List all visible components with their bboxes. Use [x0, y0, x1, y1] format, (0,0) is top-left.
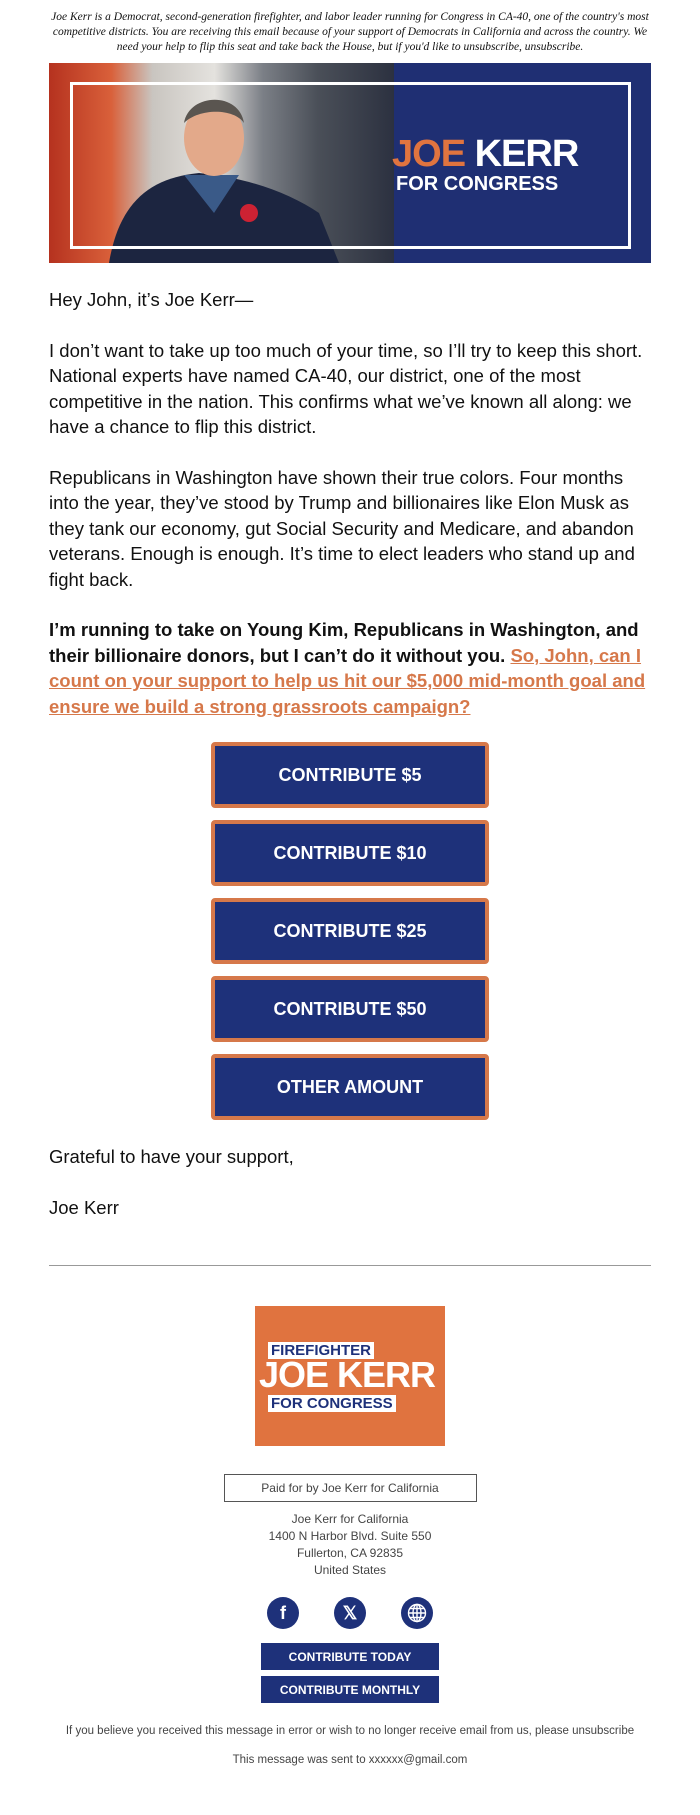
address-line: United States	[313, 1563, 387, 1577]
address-line: Joe Kerr for California	[291, 1512, 409, 1526]
logo-line-1: FIREFIGHTER	[268, 1342, 374, 1359]
greeting: Hey John, it’s Joe Kerr—	[49, 289, 254, 310]
sent-to-notice: This message was sent to xxxxxx@gmail.com	[232, 1754, 468, 1766]
support-link[interactable]: So, John, can I count on your support to help us hit our $5,000 mid-month goal and ensure we build a strong grassroots campaign?	[49, 644, 646, 717]
contribute-monthly-button[interactable]: CONTRIBUTE MONTHLY	[261, 1676, 439, 1703]
divider	[49, 1265, 651, 1266]
footer-logo	[255, 1306, 445, 1446]
banner-logo	[392, 135, 578, 195]
logo-subtitle: FOR CONGRESS	[396, 173, 559, 195]
contribute-50-button[interactable]: CONTRIBUTE $50	[211, 976, 489, 1042]
email-body	[49, 287, 651, 1220]
bold-text: I’m running to take on Young Kim, Republicans in Washington, and their billionaire donors, but I can’t do it without you.	[49, 619, 639, 666]
unsubscribe-note[interactable]: If you believe you received this message in error or wish to no longer receive email from us, please unsubscribe	[65, 1725, 635, 1737]
preheader: Joe Kerr is a Democrat, second-generation firefighter, and labor leader running for Congress in CA-40, one of the country's most competitive districts. You are receiving this email because of your support of Democrats in California and across the country. We need your help to flip this seat and take back the House, but if you'd like to unsubscribe, unsubscribe.	[51, 11, 649, 53]
signature: Joe Kerr	[49, 1196, 119, 1218]
other-amount-button[interactable]: OTHER AMOUNT	[211, 1054, 489, 1120]
closing: Grateful to have your support,	[49, 1146, 294, 1167]
address-line: 1400 N Harbor Blvd. Suite 550	[268, 1529, 432, 1543]
paragraph-2: Republicans in Washington have shown their true colors. Four months into the year, they’ve stood by Trump and billionaires like Elon Musk as they tank our economy, gut Social Security and Medicare, and abandon veterans. Enough is enough. It’s time to elect leaders who stand up and fight back.	[49, 466, 635, 590]
facebook-icon[interactable]: f	[267, 1597, 299, 1629]
paragraph-3	[49, 617, 651, 719]
logo-first-name: JOE	[392, 133, 466, 175]
contribute-10-button[interactable]: CONTRIBUTE $10	[211, 820, 489, 886]
contribute-5-button[interactable]: CONTRIBUTE $5	[211, 742, 489, 808]
paid-for-disclaimer: Paid for by Joe Kerr for California	[224, 1474, 477, 1502]
social-links	[49, 1597, 651, 1629]
address-line: Fullerton, CA 92835	[296, 1546, 404, 1560]
paragraph-1: I don’t want to take up too much of your time, so I’ll try to keep this short. National experts have named CA-40, our district, one of the most competitive in the nation. This confirms what we’ve known all along: we have a chance to flip this district.	[49, 339, 643, 437]
contribute-25-button[interactable]: CONTRIBUTE $25	[211, 898, 489, 964]
logo-last-name: KERR	[474, 133, 579, 175]
logo-line-2: JOE KERR	[259, 1354, 436, 1395]
contribute-buttons	[49, 742, 651, 1120]
logo-line-3: FOR CONGRESS	[268, 1395, 396, 1412]
email	[49, 0, 651, 1766]
header-banner	[49, 63, 651, 263]
globe-icon[interactable]	[401, 1597, 433, 1629]
x-icon[interactable]: 𝕏	[334, 1597, 366, 1629]
mailing-address	[49, 1511, 651, 1579]
contribute-today-button[interactable]: CONTRIBUTE TODAY	[261, 1643, 439, 1670]
